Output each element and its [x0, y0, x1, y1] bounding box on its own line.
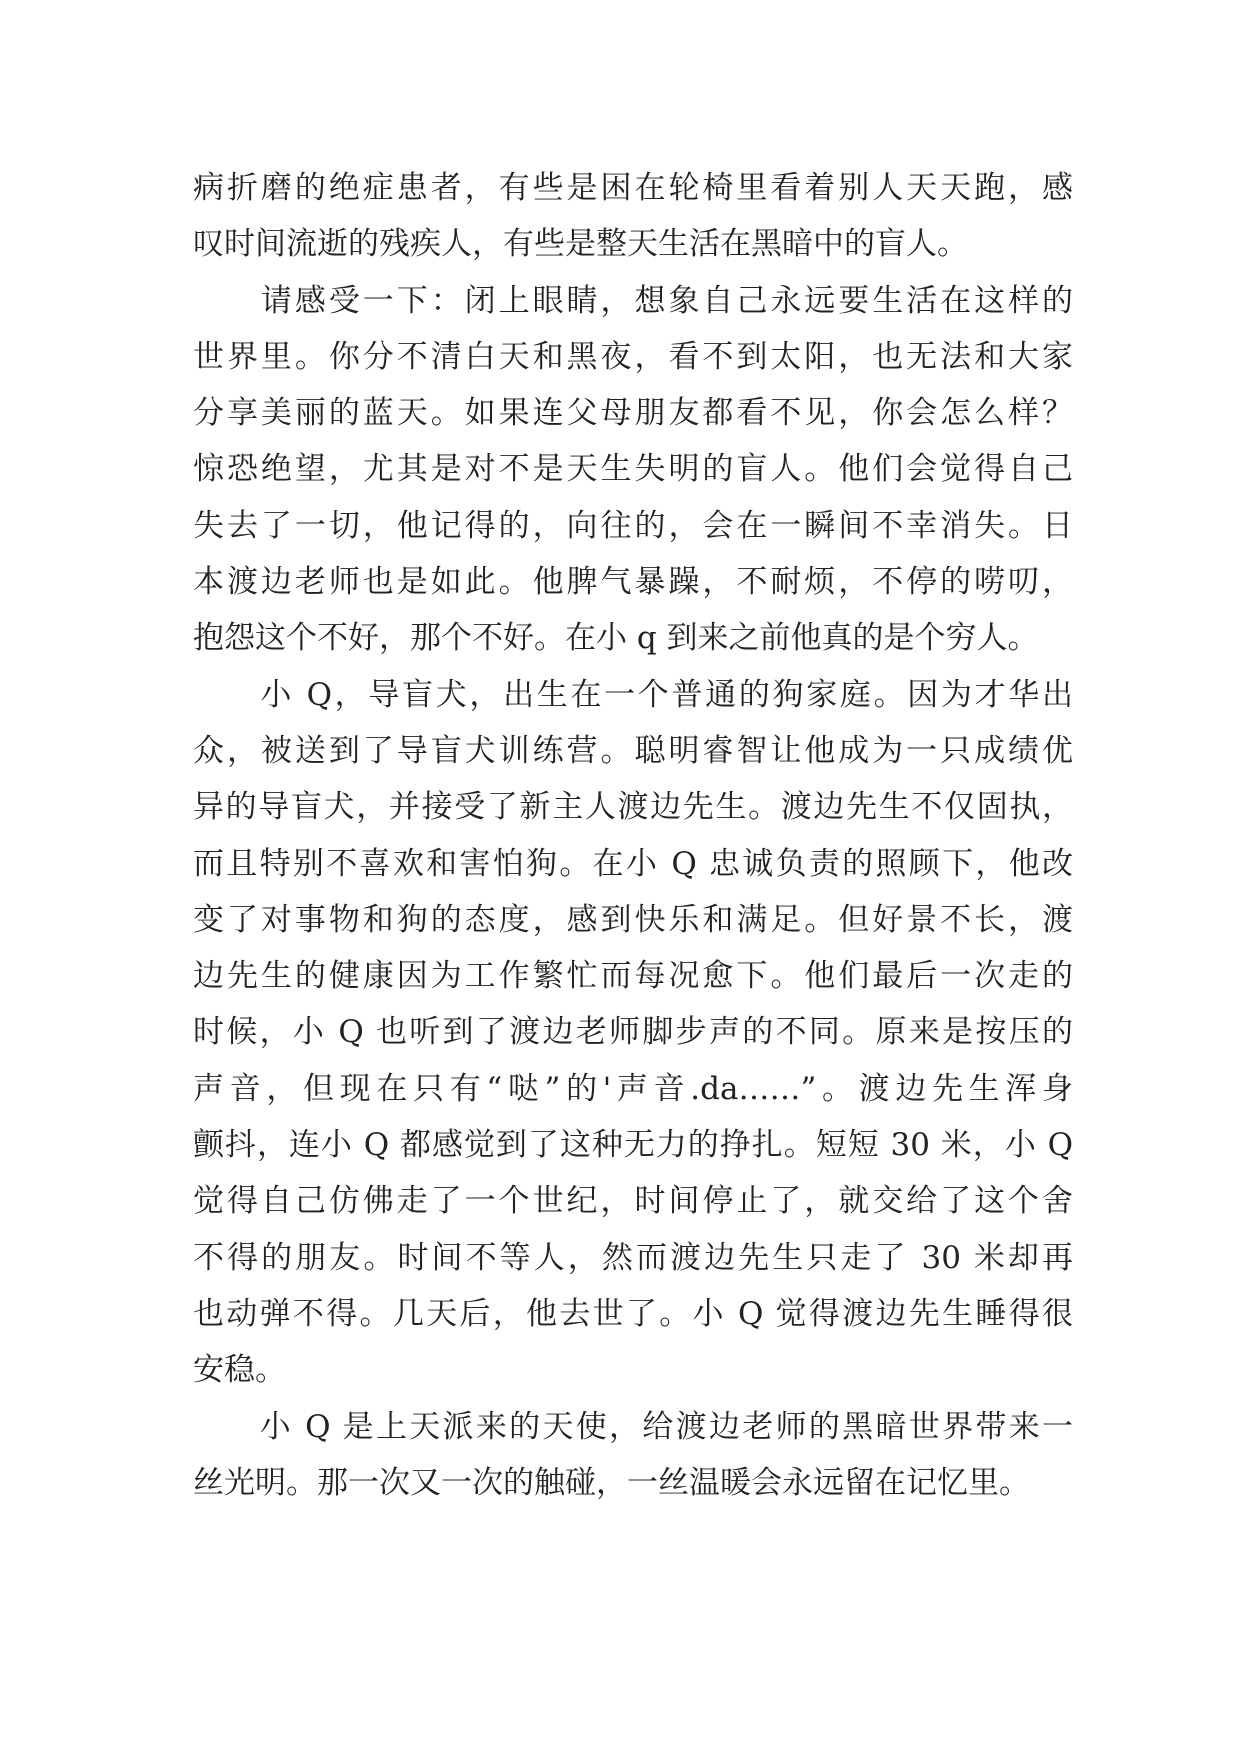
text-line: 而且特别不喜欢和害怕狗。在小 Q 忠诚负责的照顾下，他改: [193, 845, 1073, 882]
document-page: [193, 160, 1073, 1511]
text-line: 觉得自己仿佛走了一个世纪，时间停止了，就交给了这个舍: [193, 1183, 1073, 1220]
paragraph: [193, 667, 1073, 1399]
text-line: 抱怨这个不好，那个不好。在小 q 到来之前他真的是个穷人。: [193, 620, 1039, 657]
text-line: 不得的朋友。时间不等人，然而渡边先生只走了 30 米却再: [193, 1239, 1073, 1276]
text-line: 小 Q 是上天派来的天使，给渡边老师的黑暗世界带来一: [193, 1408, 1073, 1445]
text-line: 世界里。你分不清白天和黑夜，看不到太阳，也无法和大家: [193, 338, 1073, 375]
paragraph: [193, 1399, 1073, 1512]
paragraph: [193, 273, 1073, 667]
text-line: 众，被送到了导盲犬训练营。聪明睿智让他成为一只成绩优: [193, 732, 1073, 769]
text-line: 失去了一切，他记得的，向往的，会在一瞬间不幸消失。日: [193, 507, 1073, 544]
paragraph: [193, 160, 1073, 273]
text-line: 安稳。: [193, 1352, 286, 1389]
text-line: 颤抖，连小 Q 都感觉到了这种无力的挣扎。短短 30 米，小 Q: [193, 1127, 1073, 1164]
text-line: 异的导盲犬，并接受了新主人渡边先生。渡边先生不仅固执，: [193, 789, 1073, 826]
text-line: 请感受一下：闭上眼睛，想象自己永远要生活在这样的: [193, 282, 1073, 319]
text-line: 本渡边老师也是如此。他脾气暴躁，不耐烦，不停的唠叨，: [193, 564, 1073, 601]
text-line: 也动弹不得。几天后，他去世了。小 Q 觉得渡边先生睡得很: [193, 1295, 1073, 1332]
text-line: 小 Q，导盲犬，出生在一个普通的狗家庭。因为才华出: [193, 676, 1073, 713]
text-line: 分享美丽的蓝天。如果连父母朋友都看不见，你会怎么样？: [193, 395, 1073, 432]
text-line: 时候，小 Q 也听到了渡边老师脚步声的不同。原来是按压的: [193, 1014, 1073, 1051]
text-line: 叹时间流逝的残疾人，有些是整天生活在黑暗中的盲人。: [193, 226, 968, 263]
text-line: 惊恐绝望，尤其是对不是天生失明的盲人。他们会觉得自己: [193, 451, 1073, 488]
text-line: 丝光明。那一次又一次的触碰，一丝温暖会永远留在记忆里。: [193, 1464, 1030, 1501]
text-line: 声音，但现在只有“哒”的'声音.da……”。渡边先生浑身: [193, 1070, 1073, 1107]
text-line: 边先生的健康因为工作繁忙而每况愈下。他们最后一次走的: [193, 958, 1073, 995]
text-line: 病折磨的绝症患者，有些是困在轮椅里看着别人天天跑，感: [193, 170, 1073, 206]
text-line: 变了对事物和狗的态度，感到快乐和满足。但好景不长，渡: [193, 901, 1073, 938]
